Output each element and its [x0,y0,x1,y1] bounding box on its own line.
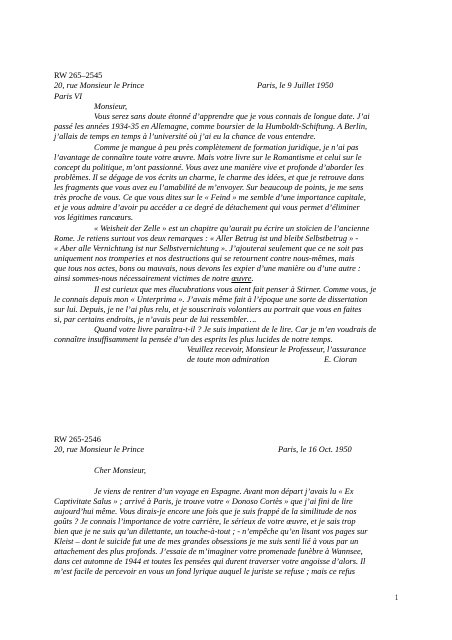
letter1-ref: RW 265–2545 [54,71,103,80]
letter1-p3-line: « Weisheit der Zelle » est un chapitre qu’aurait pu écrire un stoïcien de l’ancienne [94,224,370,233]
letter2-place-date: Paris, le 16 Oct. 1950 [278,445,352,454]
p3-text: ainsi sommes-nous nécessairement victimes de notre [54,274,232,283]
letter2-p1-line: dans cet automne de 1944 et toutes les pensées qui durent traverser votre angoisse d’alors. Il [54,557,366,566]
letter2-p1-line: Kleist – dont le suicide fut une de mes grandes obsessions je me suis senti lié à vous par un [54,537,359,546]
letter1-p2-line: problèmes. Il se dégage de vos écrits un charme, le charme des idées, et que je retrouve dans [54,173,365,182]
letter2-p1-line: Captivitate Salus » ; arrivé à Paris, je trouve votre « Donoso Cortès » que j’ai fini de lire [54,497,353,506]
letter1-p2-line: concept du politique, m’ont passionné. Vous avez une manière vive et profonde d’aborder les [54,163,364,172]
letter2-salutation: Cher Monsieur, [94,466,146,475]
letter1-p3-line: Rome. Je retiens surtout vos deux remarques : « Aller Betrug ist und bleibt Selbstbetrug » - [54,234,359,243]
letter1-salutation: Monsieur, [94,102,128,111]
letter1-p5-line: Quand votre livre paraîtra-t-il ? Je suis impatient de le lire. Car je m’en voudrais de [94,325,377,334]
letter2-p1-line: attachement des plus profonds. J’essaie de m’imaginer votre promenade funèbre à Wannsee, [54,547,363,556]
letter1-p2-line: très proche de vous. Ce que vous dites sur le « Feind » me semble d’une importance capitale, [54,193,366,202]
letter1-p3-line: uniquement nos tromperies et nos destructions qui se retournent contre nous-mêmes, mais [54,254,355,263]
letter2-p1-line: aujourd’hui même. Vous dirais-je encore une fois que je suis frappé de la similitude de nos [54,507,357,516]
p3-underlined-word: œuvre [231,274,252,283]
letter1-closing-2: de toute mon admiration [187,355,270,364]
letter1-p4-line: Il est curieux que mes élucubrations vous aient fait penser à Stirner. Comme vous, je [94,285,377,294]
letter1-closing: Veuillez recevoir, Monsieur le Professeur, l’assurance [187,345,366,354]
letter2-p1-line: Je viens de rentrer d’un voyage en Espagne. Avant mon départ j’avais lu « Ex [94,487,354,496]
letter1-p5-line: connaître insuffisamment la pensée d’un des esprits les plus lucides de notre temps. [54,335,333,344]
page-number: 1 [395,593,399,602]
letter1-p2-line: vos légitimes rancœurs. [54,213,134,222]
letter1-p3-line-last [54,274,254,284]
letter1-p3-line: que tous nos actes, bons ou mauvais, nous devons les expier d’une manière ou d’une autre : [54,264,361,273]
letter1-p2-line: Comme je mangue à peu près complètement de formation juridique, je n’ai pas [94,143,359,152]
letter1-p4-line: sur lui. Depuis, je ne l’ai plus relu, et je souscrirais volontiers au portrait que vous en faites [54,305,362,314]
letter1-address: 20, rue Monsieur le Prince [54,81,145,90]
letter1-p1-line: j’allais de temps en temps à l’université où j’ai eu la chance de vous entendre. [54,132,316,141]
p3-period: . [251,274,254,283]
letter1-p4-line: si, par certains endroits, je n’avais peur de lui ressembler…. [54,315,257,324]
letter2-ref: RW 265-2546 [54,435,101,444]
letter2-p1-line: m’est facile de percevoir en vous un fond lyrique auquel le juriste se refuse ; mais ce refus [54,567,355,576]
letter1-signature: E. Cioran [324,355,357,364]
letter1-p2-line: les fragments que vous avez eu l’amabilité de m’envoyer. Sur beaucoup de points, je me sens [54,183,364,192]
letter1-p4-line: le connais depuis mon « Unterprima ». J’avais même fait à l’époque une sorte de dissertation [54,295,368,304]
letter1-p1-line: passé les années 1934-35 en Allemagne, comme boursier de la Humboldt-Schiftung. A Berlin, [54,122,368,131]
letter1-p1-line: Vous serez sans doute étonné d’apprendre que je vous connais de longue date. J’ai [94,112,370,121]
letter1-p2-line: et je vous admire d’avoir pu accéder a ce degré de détachement qui vous permet d’éliminer [54,203,360,212]
letter1-place-date: Paris, le 9 Juillet 1950 [257,81,334,90]
letter2-address: 20, rue Monsieur le Prince [54,445,145,454]
letter2-p1-line: bien que je ne suis qu’un dilettante, un touche-à-tout ; - n’empêche qu’en lisant vos pages sur [54,527,368,536]
letter2-p1-line: goûts ? Je connais l’importance de votre carrière, le sérieux de votre œuvre, et je sais trop [54,517,356,526]
letter1-p3-line: « Aber alle Vernichtung ist nur Selbstvernichtung ». J’ajouterai seulement que ce ne soit pas [54,244,364,253]
letter1-p2-line: l’avantage de connaître toute votre œuvre. Mais votre livre sur le Romantisme et celui sur le [54,153,362,162]
letter1-dept: Paris VI [54,92,83,101]
